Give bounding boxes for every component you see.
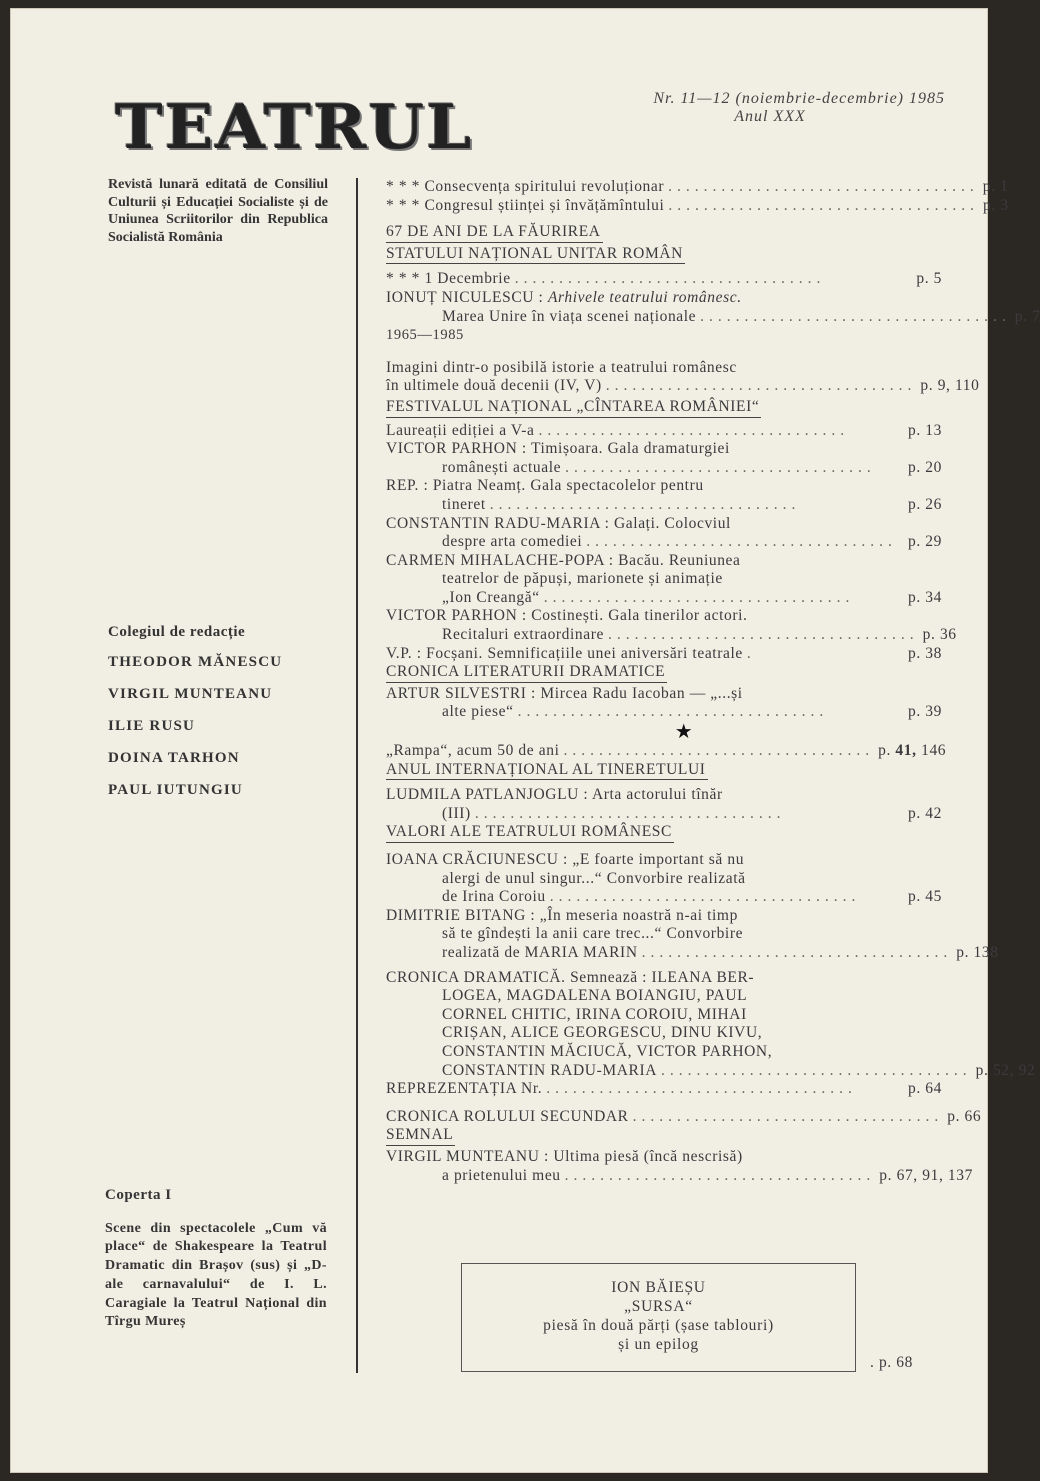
toc-entry[interactable]: CONSTANTIN RADU-MARIA : Galați. Colocviul xyxy=(386,514,731,532)
editorial-board xyxy=(108,624,348,814)
issue-info xyxy=(590,90,950,126)
table-of-contents xyxy=(386,178,1040,1185)
toc-entry[interactable]: VIRGIL MUNTEANU : Ultima piesă (încă nescrisă) xyxy=(386,1147,743,1165)
cover-text: Scene din spectacolele „Cum vă place“ de Shakespeare la Teatrul Dramatic din Brașov (sus) și „D-ale carnavalului“ de I. L. Caragiale la Teatrul Național din Tîrgu Mureș xyxy=(105,1220,327,1330)
featured-play-box[interactable] xyxy=(461,1263,856,1372)
star-separator-icon: ★ xyxy=(674,721,694,744)
toc-entry[interactable]: CARMEN MIHALACHE-POPA : Bacău. Reuniunea xyxy=(386,551,741,569)
toc-entry[interactable]: IONUȚ NICULESCU : Arhivele teatrului românesc. xyxy=(386,288,742,306)
masthead-logo xyxy=(115,91,495,164)
logo-text: TEATRUL xyxy=(115,91,474,164)
toc-entry-cont[interactable]: a prietenului meu ................................... p. 67, 91, 137 xyxy=(442,1166,973,1184)
toc-entry-cont[interactable]: CONSTANTIN MĂCIUCĂ, VICTOR PARHON, xyxy=(442,1042,773,1060)
toc-section-heading: VALORI ALE TEATRULUI ROMÂNESC xyxy=(386,823,942,843)
toc-entry[interactable]: DIMITRIE BITANG : „În meseria noastră n-ai timp xyxy=(386,906,738,924)
play-title: „SURSA“ xyxy=(624,1298,693,1315)
toc-entry-cont[interactable]: realizată de MARIA MARIN ................................... p. 138 xyxy=(442,943,999,961)
toc-entry[interactable]: CRONICA ROLULUI SECUNDAR ................................... p. 66 xyxy=(386,1107,982,1125)
play-page-number: . p. 68 xyxy=(870,1354,913,1371)
toc-entry-cont[interactable]: CONSTANTIN RADU-MARIA ................................... p. 52, 92 xyxy=(442,1061,1036,1079)
issue-line: Nr. 11—12 (noiembrie-decembrie) 1985 xyxy=(653,90,945,107)
board-member: DOINA TARHON xyxy=(108,750,240,766)
toc-entry[interactable]: * * * Congresul științei și învățămîntului ................................... p. 3 xyxy=(386,196,1009,214)
toc-entry-cont[interactable]: de Irina Coroiu ................................... p. 45 xyxy=(442,888,942,906)
toc-entry-cont[interactable]: în ultimele două decenii (IV, V) ................................... p. 9, 110 xyxy=(386,377,980,395)
publisher-description: Revistă lunară editată de Consiliul Culturii și Educației Socialiste și de Uniunea Scriitorilor din Republica Socialistă România xyxy=(108,177,328,245)
toc-entry-cont[interactable]: „Ion Creangă“ ................................... p. 34 xyxy=(442,588,942,606)
board-member: ILIE RUSU xyxy=(108,718,196,734)
toc-entry-cont[interactable]: teatrelor de păpuși, marionete și animație xyxy=(442,570,723,588)
toc-entry[interactable]: V.P. : Focșani. Semnificațiile unei aniversări teatrale . p. 38 xyxy=(386,644,942,662)
toc-section-heading: STATULUI NAȚIONAL UNITAR ROMÂN xyxy=(386,245,942,265)
board-member: THEODOR MĂNESCU xyxy=(108,654,283,670)
toc-entry-cont[interactable]: românești actuale ................................... p. 20 xyxy=(442,458,942,476)
toc-section-heading: FESTIVALUL NAȚIONAL „CÎNTAREA ROMÂNIEI“ xyxy=(386,398,942,418)
toc-entry-cont[interactable]: Marea Unire în viața scenei naționale ................................... p. 7 xyxy=(442,307,1040,325)
cover-caption xyxy=(105,1186,327,1332)
toc-entry[interactable]: VICTOR PARHON : Costinești. Gala tinerilor actori. xyxy=(386,607,748,625)
board-member: PAUL IUTUNGIU xyxy=(108,782,243,798)
toc-entry[interactable]: IOANA CRĂCIUNESCU : „E foarte important să nu xyxy=(386,851,745,868)
toc-entry-cont[interactable]: alergi de unul singur...“ Convorbire realizată xyxy=(442,869,746,887)
toc-entry-cont[interactable]: LOGEA, MAGDALENA BOIANGIU, PAUL xyxy=(442,987,748,1005)
toc-entry[interactable]: REP. : Piatra Neamț. Gala spectacolelor pentru xyxy=(386,477,704,495)
toc-entry[interactable]: * * * Consecvența spiritului revoluționar ................................... p. 1 xyxy=(386,178,1009,195)
toc-entry[interactable]: * * * 1 Decembrie ................................... p. 5 xyxy=(386,270,942,288)
column-divider xyxy=(356,178,358,1373)
cover-label: Coperta I xyxy=(105,1187,172,1203)
toc-entry-cont[interactable]: CRIȘAN, ALICE GEORGESCU, DINU KIVU, xyxy=(442,1024,763,1042)
play-description: piesă în două părți (șase tablouri) xyxy=(543,1317,774,1334)
toc-entry[interactable]: VICTOR PARHON : Timișoara. Gala dramaturgiei xyxy=(386,440,730,458)
board-label: Colegiul de redacție xyxy=(108,624,246,640)
toc-entry-cont[interactable]: alte piese“ ................................... p. 39 xyxy=(442,703,942,721)
toc-entry[interactable]: LUDMILA PATLANJOGLU : Arta actorului tînăr xyxy=(386,786,723,804)
toc-section-heading: CRONICA LITERATURII DRAMATICE xyxy=(386,663,942,683)
toc-entry[interactable]: Laureații ediției a V-a ................................... p. 13 xyxy=(386,421,942,439)
play-description-cont: și un epilog xyxy=(618,1336,699,1353)
toc-entry-cont[interactable]: Recitaluri extraordinare ................................... p. 36 xyxy=(442,626,957,644)
toc-entry[interactable]: ARTUR SILVESTRI : Mircea Radu Iacoban — „...și xyxy=(386,684,743,702)
toc-entry-cont[interactable]: să te gîndești la anii care trec...“ Convorbire xyxy=(442,925,744,943)
toc-entry-cont[interactable]: despre arta comediei ................................... p. 29 xyxy=(442,533,942,551)
play-author: ION BĂIEȘU xyxy=(611,1279,706,1296)
toc-entry-cont[interactable]: CORNEL CHITIC, IRINA COROIU, MIHAI xyxy=(442,1005,747,1023)
board-member: VIRGIL MUNTEANU xyxy=(108,686,273,702)
toc-entry[interactable]: REPREZENTAȚIA Nr. ................................... p. 64 xyxy=(386,1080,942,1098)
toc-entry-cont[interactable]: (III) ................................... p. 42 xyxy=(442,804,942,822)
toc-section-heading: SEMNAL xyxy=(386,1126,942,1146)
toc-section-heading: 67 DE ANI DE LA FĂURIREA xyxy=(386,223,942,243)
toc-entry[interactable]: „Rampa“, acum 50 de ani ................................... p. 41, 146 xyxy=(386,742,947,760)
toc-entry-cont[interactable]: tineret ................................... p. 26 xyxy=(442,495,942,513)
toc-section-heading: ANUL INTERNAȚIONAL AL TINERETULUI xyxy=(386,761,942,781)
toc-entry[interactable]: Imagini dintr-o posibilă istorie a teatrului românesc xyxy=(386,358,737,376)
toc-section-heading: 1965—1985 xyxy=(386,327,464,344)
toc-entry[interactable]: CRONICA DRAMATICĂ. Semnează : ILEANA BER- xyxy=(386,968,755,986)
year-line: Anul XXX xyxy=(734,108,806,125)
